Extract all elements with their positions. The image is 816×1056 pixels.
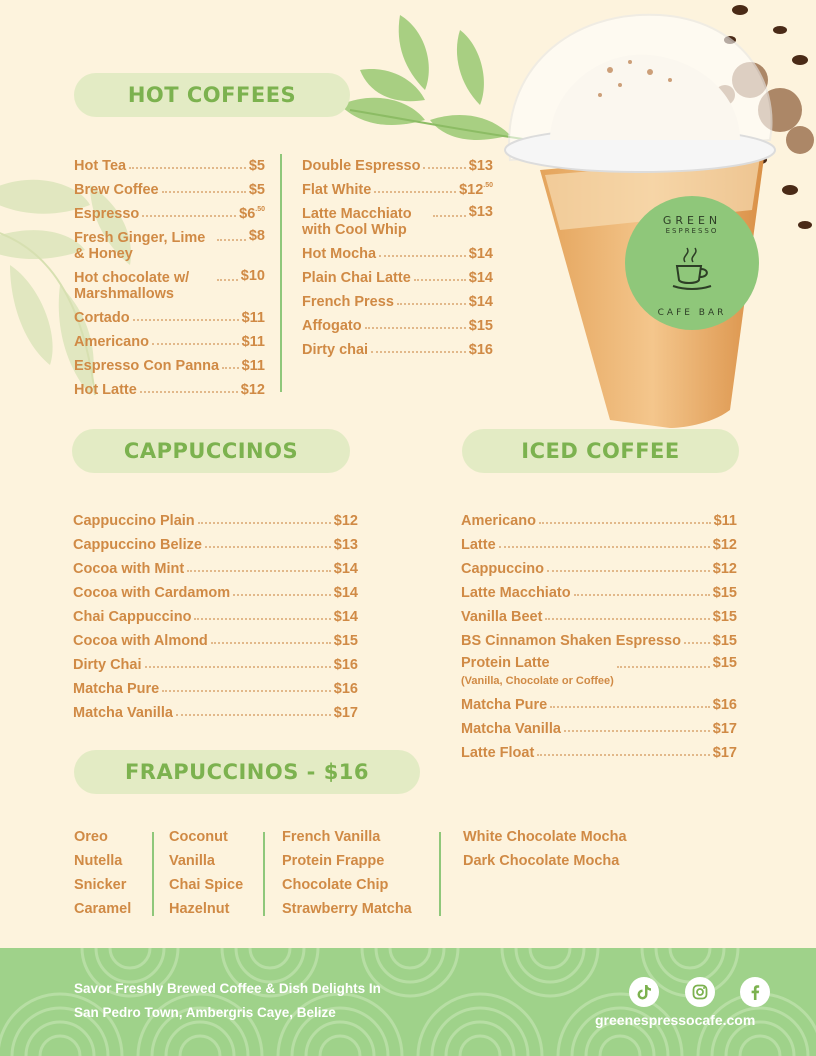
hot-coffees-heading: HOT COFFEES: [74, 73, 350, 117]
menu-item: [74, 262, 265, 302]
menu-item: [302, 238, 493, 262]
menu-item: [74, 302, 265, 326]
item-price: $11: [713, 513, 737, 529]
frappuccino-flavor: Hazelnut: [169, 901, 230, 917]
menu-item: [74, 326, 265, 350]
item-name: Matcha Vanilla: [73, 705, 173, 721]
menu-item: [74, 374, 265, 398]
facebook-icon[interactable]: [740, 977, 770, 1007]
menu-item: [74, 150, 265, 174]
item-price: $11: [241, 334, 265, 350]
item-price: $15: [712, 585, 737, 601]
column-divider: [439, 832, 441, 916]
item-price: $5: [248, 182, 265, 198]
item-price: $14: [333, 609, 358, 625]
menu-item: [73, 697, 358, 721]
coffee-cup-icon: [669, 246, 715, 290]
item-name: BS Cinnamon Shaken Espresso: [461, 633, 681, 649]
menu-item: [461, 505, 737, 529]
item-name: Cocoa with Almond: [73, 633, 208, 649]
frappuccinos-heading: FRAPUCCINOS - $16: [74, 750, 420, 794]
dot-leader: [217, 239, 246, 241]
menu-item: [461, 689, 737, 713]
item-name: Espresso Con Panna: [74, 358, 220, 374]
item-name: Hot Latte: [74, 382, 137, 398]
frappuccino-flavor: Oreo: [74, 829, 108, 845]
footer-tagline: [74, 977, 381, 1025]
dot-leader: [433, 215, 466, 217]
item-name: Fresh Ginger, Lime & Honey: [74, 230, 206, 262]
item-name: Cocoa with Mint: [73, 561, 185, 577]
frappuccino-flavor: Snicker: [74, 877, 127, 893]
item-price: $14: [333, 585, 358, 601]
dot-leader: [684, 642, 710, 644]
item-name: Brew Coffee: [74, 182, 159, 198]
dot-leader: [145, 666, 331, 668]
dot-leader: [129, 167, 246, 169]
item-price: $15: [712, 633, 737, 649]
item-price: $13: [468, 158, 493, 174]
item-price: [459, 182, 493, 198]
item-name: Plain Chai Latte: [302, 270, 411, 286]
item-name: Cappuccino Belize: [73, 537, 202, 553]
instagram-icon[interactable]: [685, 977, 715, 1007]
tagline-line-1: Savor Freshly Brewed Coffee & Dish Delights In: [74, 981, 381, 996]
dot-leader: [194, 618, 330, 620]
dot-leader: [140, 391, 238, 393]
dot-leader: [142, 215, 236, 217]
item-name: Double Espresso: [302, 158, 421, 174]
logo-text-top: GREEN: [662, 214, 722, 227]
item-name: Chai Cappuccino: [73, 609, 192, 625]
item-name: Cocoa with Cardamom: [73, 585, 231, 601]
menu-item: [461, 529, 737, 553]
dot-leader: [162, 690, 331, 692]
item-name: Flat White: [302, 182, 372, 198]
dot-leader: [133, 319, 239, 321]
menu-item: [73, 625, 358, 649]
dot-leader: [233, 594, 331, 596]
item-price: $16: [468, 342, 493, 358]
item-name: Cappuccino: [461, 561, 544, 577]
item-price: $15: [712, 655, 737, 671]
item-name: Cortado: [74, 310, 130, 326]
item-price: $11: [241, 358, 265, 374]
menu-item: [461, 713, 737, 737]
item-price: $17: [712, 721, 737, 737]
dot-leader: [379, 255, 466, 257]
dot-leader: [414, 279, 466, 281]
tiktok-icon[interactable]: [629, 977, 659, 1007]
dot-leader: [371, 351, 466, 353]
item-name: Matcha Pure: [73, 681, 160, 697]
item-name: Dirty Chai: [73, 657, 142, 673]
menu-item: [461, 553, 737, 577]
dot-leader: [176, 714, 331, 716]
item-price: $15: [712, 609, 737, 625]
menu-item: [302, 334, 493, 358]
iced-coffee-heading: ICED COFFEE: [462, 429, 739, 473]
item-name: Hot chocolate w/ Marshmallows: [74, 270, 190, 302]
item-price: $16: [333, 681, 358, 697]
dot-leader: [187, 570, 331, 572]
item-price: $16: [712, 697, 737, 713]
item-price: $12: [333, 513, 358, 529]
frappuccino-flavor: Strawberry Matcha: [282, 901, 412, 917]
tagline-line-2: San Pedro Town, Ambergris Caye, Belize: [74, 1005, 336, 1020]
dot-leader: [550, 706, 710, 708]
column-divider: [280, 154, 282, 392]
price-dollars: $6: [239, 206, 256, 222]
item-note: (Vanilla, Chocolate or Coffee): [461, 675, 614, 687]
menu-item: [74, 350, 265, 374]
menu-item: [74, 174, 265, 198]
menu-item: [302, 198, 493, 238]
item-name: Vanilla Beet: [461, 609, 543, 625]
item-price: $16: [333, 657, 358, 673]
dot-leader: [211, 642, 331, 644]
frappuccino-flavor: White Chocolate Mocha: [463, 829, 627, 845]
dot-leader: [162, 191, 246, 193]
frappuccino-column-3: [282, 825, 412, 921]
item-name: French Press: [302, 294, 394, 310]
website-link[interactable]: greenespressocafe.com: [595, 1012, 756, 1028]
dot-leader: [423, 167, 465, 169]
item-price: $13: [333, 537, 358, 553]
frappuccino-flavor: French Vanilla: [282, 829, 381, 845]
dot-leader: [217, 279, 238, 281]
frappuccino-flavor: Chai Spice: [169, 877, 244, 893]
dot-leader: [205, 546, 331, 548]
frappuccino-flavor: Vanilla: [169, 853, 215, 869]
item-price: $15: [468, 318, 493, 334]
item-price: $14: [333, 561, 358, 577]
item-price: $15: [333, 633, 358, 649]
item-name: Matcha Pure: [461, 697, 548, 713]
dot-leader: [564, 730, 710, 732]
item-price: $8: [248, 228, 265, 244]
dot-leader: [397, 303, 466, 305]
frappuccino-flavor: Protein Frappe: [282, 853, 385, 869]
item-name: Latte Macchiato: [461, 585, 571, 601]
frappuccino-flavor: Nutella: [74, 853, 123, 869]
iced-coffee-list: [461, 505, 737, 761]
item-price: $14: [468, 246, 493, 262]
frappuccino-flavor: Caramel: [74, 901, 132, 917]
menu-item: [73, 577, 358, 601]
menu-item: [461, 577, 737, 601]
logo-text-bottom: CAFE BAR: [657, 308, 727, 318]
logo-text-middle: ESPRESSO: [665, 227, 719, 235]
dot-leader: [222, 367, 239, 369]
item-name: Hot Tea: [74, 158, 127, 174]
item-name: [461, 655, 614, 689]
menu-item: [302, 150, 493, 174]
frappuccino-flavor: Coconut: [169, 829, 228, 845]
frappuccino-column-1: [74, 825, 131, 921]
item-price: $17: [712, 745, 737, 761]
cappuccinos-list: [73, 505, 358, 721]
item-name-text: Protein Latte: [461, 655, 550, 671]
price-cents: .50: [255, 206, 265, 213]
menu-item: [73, 529, 358, 553]
dot-leader: [574, 594, 710, 596]
price-dollars: $12: [459, 182, 484, 198]
menu-item: [461, 649, 737, 689]
item-name: Espresso: [74, 206, 140, 222]
menu-item: [461, 625, 737, 649]
item-price: $11: [241, 310, 265, 326]
column-divider: [152, 832, 154, 916]
frappuccino-column-2: [169, 825, 243, 921]
dot-leader: [545, 618, 709, 620]
menu-item: [73, 673, 358, 697]
item-name: Matcha Vanilla: [461, 721, 561, 737]
dot-leader: [152, 343, 239, 345]
dot-leader: [617, 666, 710, 668]
menu-item: [73, 505, 358, 529]
item-price: $12: [712, 561, 737, 577]
item-name: Latte Float: [461, 745, 535, 761]
item-price: [239, 206, 265, 222]
item-price: $12: [240, 382, 265, 398]
frappuccino-column-4: [463, 825, 627, 873]
menu-item: [302, 310, 493, 334]
menu-item: [74, 222, 265, 262]
item-price: $14: [468, 294, 493, 310]
dot-leader: [499, 546, 710, 548]
dot-leader: [539, 522, 711, 524]
frappuccino-flavor: Dark Chocolate Mocha: [463, 853, 620, 869]
menu-item: [461, 737, 737, 761]
item-name: Affogato: [302, 318, 362, 334]
cafe-logo-badge: [625, 196, 759, 330]
item-name: Americano: [461, 513, 536, 529]
dot-leader: [537, 754, 709, 756]
hot-coffees-list-left: [74, 150, 265, 398]
item-price: $5: [248, 158, 265, 174]
menu-item: [73, 601, 358, 625]
item-name: Hot Mocha: [302, 246, 377, 262]
dot-leader: [547, 570, 710, 572]
item-price: $12: [712, 537, 737, 553]
cappuccinos-heading: CAPPUCCINOS: [72, 429, 350, 473]
dot-leader: [198, 522, 331, 524]
menu-item: [302, 262, 493, 286]
item-name: Americano: [74, 334, 149, 350]
menu-item: [73, 553, 358, 577]
item-name: Latte: [461, 537, 496, 553]
frappuccino-flavor: Chocolate Chip: [282, 877, 389, 893]
item-name: Latte Macchiato with Cool Whip: [302, 206, 412, 238]
menu-item: [461, 601, 737, 625]
item-name: Dirty chai: [302, 342, 369, 358]
item-price: $14: [468, 270, 493, 286]
item-price: $17: [333, 705, 358, 721]
hot-coffees-list-right: [302, 150, 493, 358]
item-name: Cappuccino Plain: [73, 513, 195, 529]
price-cents: .50: [483, 182, 493, 189]
column-divider: [263, 832, 265, 916]
item-price: $10: [240, 268, 265, 284]
item-price: $13: [468, 204, 493, 220]
menu-item: [302, 286, 493, 310]
menu-item: [302, 174, 493, 198]
menu-item: [74, 198, 265, 222]
dot-leader: [365, 327, 466, 329]
dot-leader: [374, 191, 456, 193]
menu-item: [73, 649, 358, 673]
